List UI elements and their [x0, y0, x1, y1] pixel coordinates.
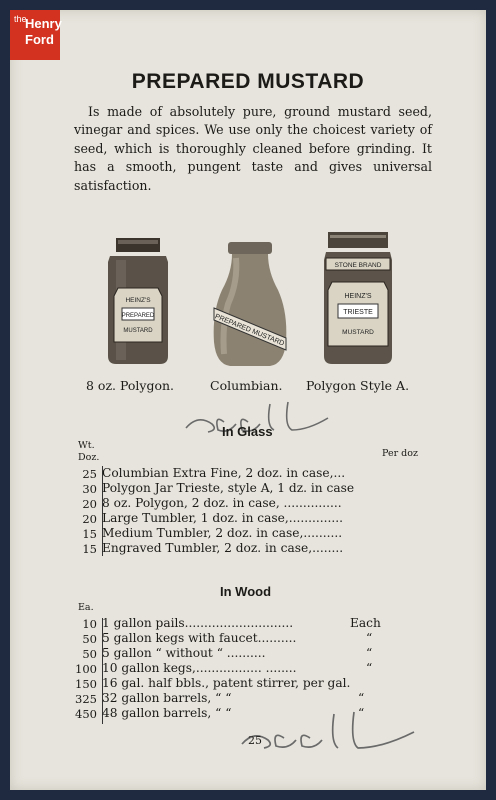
- logo-ford: Ford: [25, 32, 54, 47]
- svg-text:PREPARED MUSTARD: PREPARED MUSTARD: [213, 313, 286, 348]
- per-doz-label: Per doz: [382, 448, 418, 459]
- handwritten-signature-bottom: [232, 708, 422, 756]
- caption-columbian: Columbian.: [210, 378, 283, 393]
- svg-text:TRIESTE: TRIESTE: [343, 309, 373, 316]
- polygon-jar-image: [106, 238, 170, 368]
- page-title: PREPARED MUSTARD: [131, 70, 365, 93]
- svg-text:HEINZ'S: HEINZ'S: [344, 293, 372, 300]
- in-wood-heading: In Wood: [220, 584, 272, 599]
- columbian-jar-image: [210, 242, 290, 368]
- svg-text:MUSTARD: MUSTARD: [342, 329, 374, 336]
- svg-text:STONE BRAND: STONE BRAND: [334, 262, 382, 269]
- ea-label: Ea.: [78, 602, 94, 613]
- svg-text:MUSTARD: MUSTARD: [123, 328, 153, 334]
- intro-paragraph: Is made of absolutely pure, ground mustard seed, vinegar and spices. We use only the choicest variety of seed, which is thoroughly cleaned before grinding. It has a smooth, pungent taste and gives universal satisfaction.: [74, 104, 432, 193]
- page-number: 25: [248, 734, 262, 747]
- caption-8oz-polygon: 8 oz. Polygon.: [86, 378, 175, 393]
- doz-label: Doz.: [78, 452, 100, 463]
- henry-ford-logo: [10, 10, 60, 60]
- svg-text:PREPARED: PREPARED: [121, 313, 155, 319]
- polygon-style-a-jar-image: [320, 232, 396, 368]
- catalog-page: the Henry Ford PREPARED MUSTARD Is made of absolutely pure, ground mustard seed, vinegar and spices. We use only the choicest variety of seed, which is thoroughly cleaned before grinding. It has a smooth, pungent taste and gives universal satisfaction. HEINZ'S PREPARED MUSTARD PREPARED MUSTARD STONE BRAND HEINZ'S TRIESTE MUSTARD 8 oz. Polygon. Columbian. Polygon Style A. In Glass Wt. Doz. Per doz 25 Columbian Extra Fine, 2 doz. in case,... 30 Polygon Jar Trieste, style A, 1 dz. in case 20 8 oz. Polygon, 2 doz. in case, ............... 20 Large Tumbler, 1 doz. in case,.............. 15 Medium Tumbler, 2 doz. in case,.......... 15 Engraved Tumbler, 2 doz. in case,........ In Wood Ea. 10 1 gallon pails............................ Each 50 5 gallon kegs with faucet.......... “ 50 5 gallon “ without “ .......... “ 100 10 gallon kegs,................. ........ “ 150 16 gal. half bbls., patent stirrer, per gal. 325 32 gallon barrels, “ “ “ 450 48 gallon barrels, “ “ “ 25: [10, 10, 486, 790]
- wt-label: Wt.: [78, 440, 95, 451]
- logo-henry: Henry: [25, 16, 62, 31]
- caption-polygon-style-a: Polygon Style A.: [306, 378, 410, 393]
- svg-text:HEINZ'S: HEINZ'S: [125, 297, 151, 304]
- in-glass-heading: In Glass: [222, 424, 273, 439]
- logo-the: the: [14, 14, 27, 24]
